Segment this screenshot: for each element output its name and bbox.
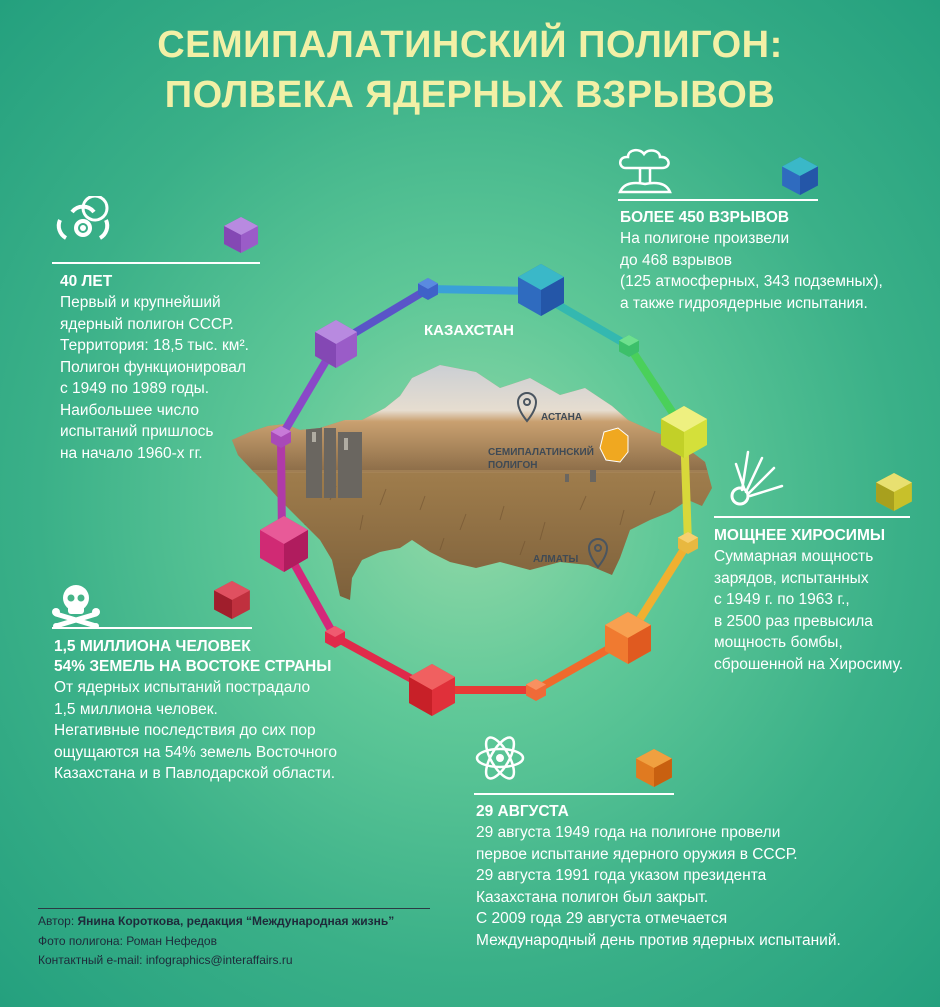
- test-site-area: [600, 428, 628, 462]
- credits-author: [38, 912, 394, 932]
- block-august-head: 29 АВГУСТА: [476, 803, 569, 820]
- block-years-line: испытаний пришлось: [60, 423, 214, 440]
- block-hiroshima: [714, 526, 903, 675]
- block-years-line: с 1949 по 1989 годы.: [60, 380, 210, 397]
- skull-crossbones-icon: [52, 582, 100, 628]
- block-people-line: От ядерных испытаний пострадало: [54, 679, 311, 696]
- block-august-line: Казахстана полигон был закрыт.: [476, 888, 709, 906]
- title-line-1: СЕМИПАЛАТИНСКИЙ ПОЛИГОН:: [157, 24, 783, 66]
- credits-author-label: Автор:: [38, 914, 78, 928]
- block-years-line: ядерный полигон СССР.: [60, 315, 234, 333]
- node-violet: [315, 320, 357, 368]
- block-years-line: Первый и крупнейший: [60, 294, 221, 311]
- block-august-line: 29 августа 1949 года на полигоне провели: [476, 824, 781, 841]
- blast-icon: [726, 446, 788, 506]
- map-country-label: КАЗАХСТАН: [424, 322, 514, 339]
- map-label-polygon-1: СЕМИПАЛАТИНСКИЙ: [488, 447, 594, 458]
- atom-icon: [474, 730, 526, 786]
- biohazard-icon: [52, 196, 114, 256]
- block-hiroshima-line: в 2500 раз превысила: [714, 612, 873, 630]
- block-hiroshima-line: зарядов, испытанных: [714, 569, 869, 587]
- credits-author-value: Янина Короткова, редакция “Международная жизнь”: [77, 914, 395, 928]
- orange-cube-icon: [634, 748, 674, 788]
- block-years: [60, 272, 249, 464]
- block-explosions-line: (125 атмосферных, 343 подземных),: [620, 273, 883, 290]
- violet-cube-icon: [222, 216, 260, 254]
- map-label-almaty: АЛМАТЫ: [533, 554, 579, 565]
- block-august-line: С 2009 года 29 августа отмечается: [476, 910, 728, 927]
- block-years-line: Полигон функционировал: [60, 358, 246, 376]
- block-people-line: Казахстана и в Павлодарской области.: [54, 765, 336, 782]
- map-label-polygon-2: ПОЛИГОН: [488, 460, 538, 471]
- credits: [38, 912, 394, 971]
- divider-august: [474, 793, 674, 795]
- blue-cube-icon: [780, 156, 820, 196]
- block-august: [476, 802, 841, 951]
- block-august-line: первое испытание ядерного оружия в СССР.: [476, 845, 798, 863]
- block-people: [54, 637, 337, 785]
- block-explosions-line: На полигоне произвели: [620, 230, 790, 247]
- divider-explosions: [618, 199, 818, 201]
- red-cube-icon: [212, 580, 252, 620]
- block-explosions-line: до 468 взрывов: [620, 251, 732, 269]
- block-hiroshima-head: МОЩНЕЕ ХИРОСИМЫ: [714, 527, 886, 544]
- block-hiroshima-line: сброшенной на Хиросиму.: [714, 655, 904, 673]
- map-label-astana: АСТАНА: [541, 412, 583, 423]
- divider-years: [52, 262, 260, 264]
- divider-people: [52, 627, 252, 629]
- block-august-line: 29 августа 1991 года указом президента: [476, 867, 767, 884]
- block-explosions-head: БОЛЕЕ 450 ВЗРЫВОВ: [620, 209, 790, 226]
- credits-email[interactable]: Контактный e-mail: infographics@interaffairs.ru: [38, 953, 293, 967]
- block-years-head: 40 ЛЕТ: [60, 273, 113, 290]
- block-august-line: Международный день против ядерных испытаний.: [476, 931, 841, 949]
- credits-photo: Фото полигона: Роман Нефедов: [38, 933, 217, 948]
- block-people-head-1: 1,5 МИЛЛИОНА ЧЕЛОВЕК: [54, 638, 251, 655]
- title-line-2: ПОЛВЕКА ЯДЕРНЫХ ВЗРЫВОВ: [164, 74, 776, 116]
- block-explosions-line: а также гидроядерные испытания.: [620, 294, 868, 312]
- block-people-line: ощущаются на 54% земель Восточного: [54, 743, 337, 761]
- block-people-head-2: 54% ЗЕМЕЛЬ НА ВОСТОКЕ СТРАНЫ: [54, 658, 332, 675]
- block-people-line: 1,5 миллиона человек.: [54, 700, 218, 718]
- block-years-line: Территория: 18,5 тыс. км².: [60, 337, 249, 354]
- block-explosions: [620, 208, 883, 314]
- mushroom-cloud-icon: [614, 148, 676, 194]
- block-hiroshima-line: Суммарная мощность: [714, 548, 874, 565]
- node-red: [409, 664, 455, 716]
- node-magenta: [260, 516, 308, 572]
- block-hiroshima-line: с 1949 г. по 1963 г.,: [714, 591, 850, 608]
- yellow-cube-icon: [874, 472, 914, 512]
- block-years-line: на начало 1960-х гг.: [60, 444, 203, 462]
- block-hiroshima-line: мощность бомбы,: [714, 634, 843, 651]
- block-people-line: Негативные последствия до сих пор: [54, 722, 316, 739]
- credits-divider: [38, 908, 430, 909]
- block-years-line: Наибольшее число: [60, 401, 200, 419]
- divider-hiroshima: [714, 516, 910, 518]
